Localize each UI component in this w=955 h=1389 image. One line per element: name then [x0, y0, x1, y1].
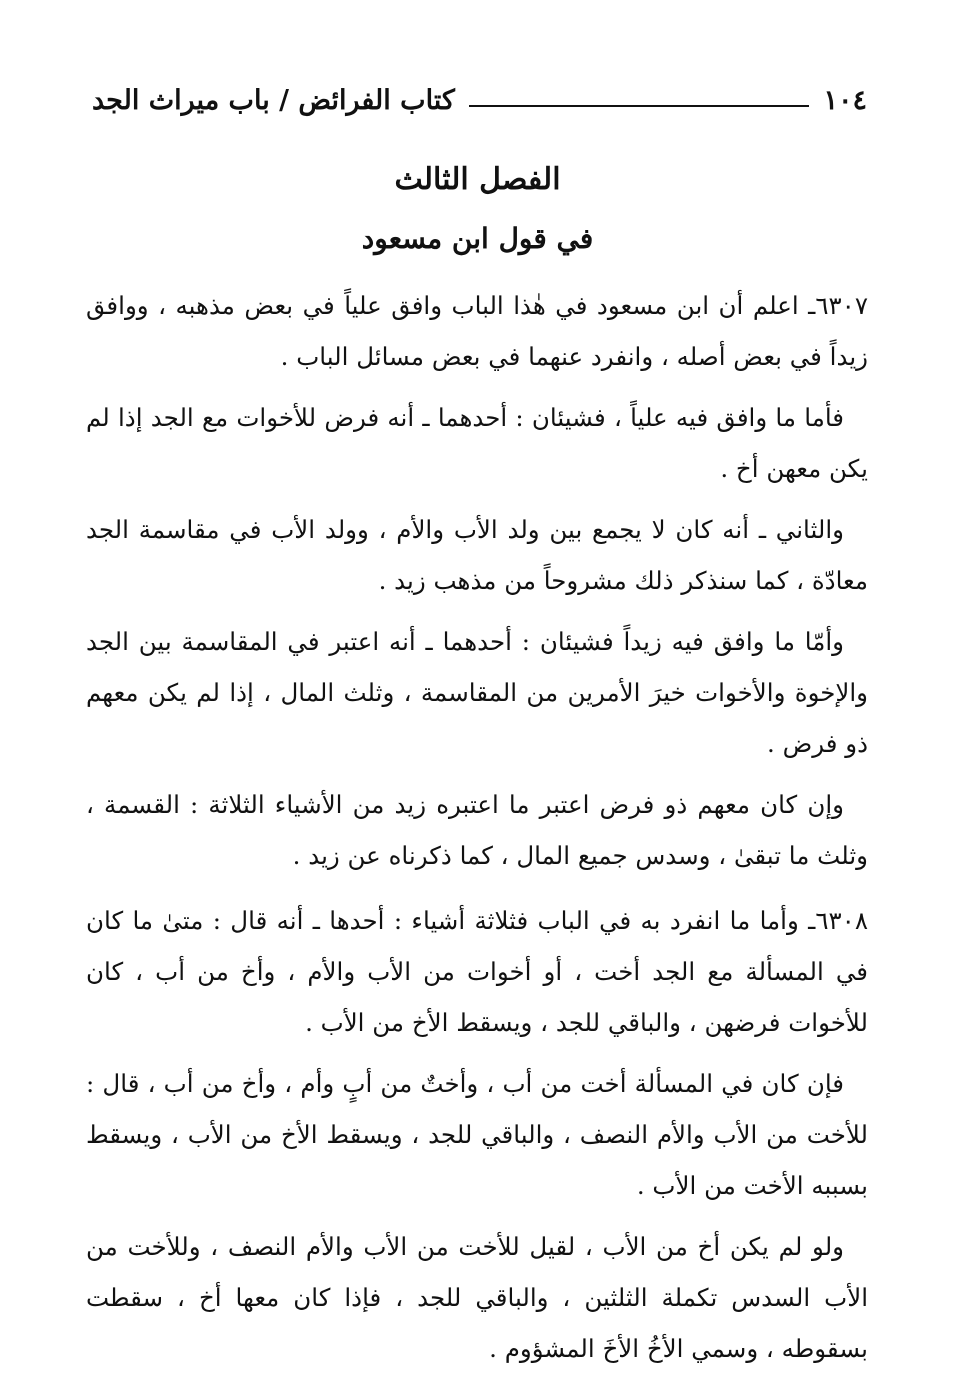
chapter-title: الفصل الثالث: [394, 162, 561, 197]
paragraph: ولو لم يكن أخ من الأب ، لقيل للأخت من الأب والأم النصف ، وللأخت من الأب السدس تكملة الثلثين ، والباقي للجد ، فإذا كان معها أخ ، سقطت بسقوطه ، وسمي الأخُ الأخَ المشؤوم .: [86, 1232, 868, 1363]
running-title: كتاب الفرائض / باب ميراث الجد: [92, 84, 455, 116]
paragraph: وإن كان معهم ذو فرض اعتبر ما اعتبره زيد من الأشياء الثلاثة : القسمة ، وثلث ما تبقىٰ ، وسدس جميع المال ، كما ذكرناه عن زيد .: [86, 790, 868, 870]
chapter-subtitle: في قول ابن مسعود: [361, 222, 594, 255]
body-text: [86, 280, 868, 1384]
paragraph-6308: ٦٣٠٨ـ وأما ما انفرد به في الباب فثلاثة أشياء : أحدها ـ أنه قال : متىٰ ما كان في المسألة مع الجد أخت ، أو أخوات من الأب والأم ، وأخ من أب ، كان للأخوات فرضهن ، والباقي للجد ، ويسقط الأخ من الأب .: [86, 906, 868, 1037]
paragraph: فإن كان في المسألة أخت من أب ، وأختٌ من أبٍ وأم ، وأخ من أب ، قال : للأخت من الأب والأم النصف ، والباقي للجد ، ويسقط الأخ من الأب ، ويسقط بسببه الأخت من الأب .: [86, 1069, 868, 1200]
header-rule: [469, 105, 810, 107]
paragraph-6307: ٦٣٠٧ـ اعلم أن ابن مسعود في هٰذا الباب وافق علياً في بعض مذهبه ، ووافق زيداً في بعض أصله ، وانفرد عنهما في بعض مسائل الباب .: [86, 291, 868, 371]
page-number: ١٠٤: [823, 84, 867, 116]
paragraph: وأمّا ما وافق فيه زيداً فشيئان : أحدهما ـ أنه اعتبر في المقاسمة بين الجد والإخوة والأخوات خيرَ الأمرين من المقاسمة ، وثلث المال ، إذا لم يكن معهم ذو فرض .: [86, 627, 868, 758]
page-header: [92, 80, 867, 120]
paragraph: فأما ما وافق فيه علياً ، فشيئان : أحدهما ـ أنه فرض للأخوات مع الجد إذا لم يكن معهن أخ .: [86, 403, 868, 483]
paragraph: والثاني ـ أنه كان لا يجمع بين ولد الأب والأم ، وولد الأب في مقاسمة الجد معادّة ، كما سنذكر ذلك مشروحاً من مذهب زيد .: [86, 515, 868, 595]
